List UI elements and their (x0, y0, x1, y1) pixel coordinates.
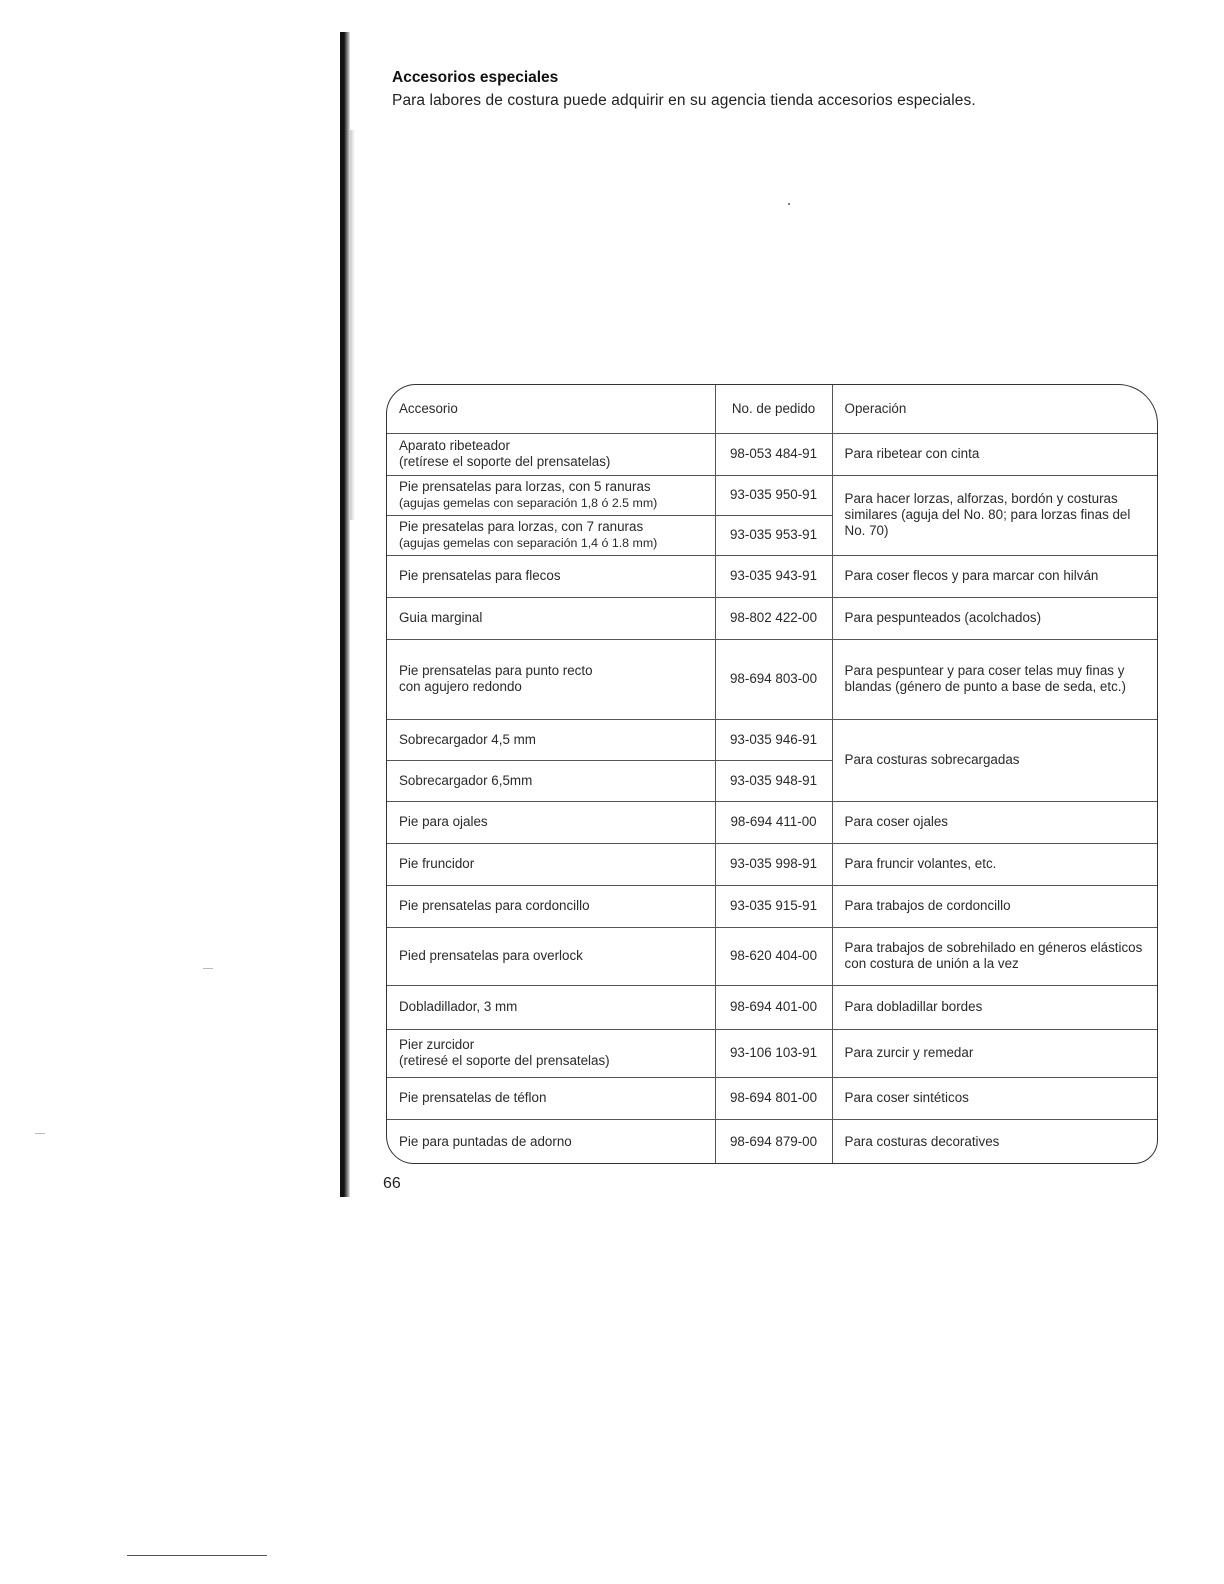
accessory-name: Pie prensatelas para lorzas, con 5 ranuras (399, 479, 651, 494)
operation-cell: Para coser sintéticos (832, 1077, 1157, 1119)
order-no-cell: 98-694 803-00 (715, 639, 832, 719)
table-row (387, 927, 1157, 985)
table-row (387, 719, 1157, 760)
operation-cell: Para costuras decoratives (832, 1119, 1157, 1164)
accessory-cell (387, 1029, 715, 1077)
accessory-name: Aparato ribeteador (399, 438, 510, 453)
accessory-note: (retiresé el soporte del prensatelas) (399, 1053, 610, 1068)
page-number: 66 (383, 1175, 401, 1192)
accessory-cell: Pie prensatelas para flecos (387, 555, 715, 597)
accessory-cell: Pie para puntadas de adorno (387, 1119, 715, 1164)
order-no-cell: 98-694 801-00 (715, 1077, 832, 1119)
table-row (387, 433, 1157, 475)
table-row (387, 1119, 1157, 1164)
table-row (387, 555, 1157, 597)
order-no-cell: 93-035 998-91 (715, 843, 832, 885)
accessory-cell: Pie para ojales (387, 801, 715, 843)
order-no-cell: 98-694 411-00 (715, 801, 832, 843)
operation-cell: Para fruncir volantes, etc. (832, 843, 1157, 885)
scan-mark (35, 1133, 45, 1134)
operation-cell: Para trabajos de cordoncillo (832, 885, 1157, 927)
order-no-cell: 93-106 103-91 (715, 1029, 832, 1077)
operation-cell: Para dobladillar bordes (832, 985, 1157, 1029)
operation-cell: Para hacer lorzas, alforzas, bordón y costuras similares (aguja del No. 80; para lorzas finas del No. 70) (832, 475, 1157, 555)
order-no-cell: 98-694 879-00 (715, 1119, 832, 1164)
section-heading: Accesorios especiales (392, 69, 559, 86)
accessory-cell: Guia marginal (387, 597, 715, 639)
accessory-cell: Sobrecargador 6,5mm (387, 760, 715, 801)
table-row (387, 1077, 1157, 1119)
order-no-cell: 93-035 915-91 (715, 885, 832, 927)
table-row (387, 801, 1157, 843)
header-accessory: Accesorio (399, 400, 458, 416)
table-row (387, 597, 1157, 639)
accessory-note: (agujas gemelas con separación 1,4 ó 1.8 mm) (399, 536, 658, 550)
binding-shadow (350, 130, 355, 520)
order-no-cell: 93-035 948-91 (715, 760, 832, 801)
operation-cell: Para ribetear con cinta (832, 433, 1157, 475)
accessory-name: Pie prensatelas para punto recto (399, 663, 593, 678)
table-row (387, 475, 1157, 515)
table-row (387, 885, 1157, 927)
order-no-cell: 93-035 953-91 (715, 515, 832, 555)
accessory-cell (387, 475, 715, 515)
scan-speck (788, 203, 790, 205)
page-binding-edge (340, 32, 350, 1197)
accessory-cell: Pied prensatelas para overlock (387, 927, 715, 985)
accessory-note: con agujero redondo (399, 679, 522, 694)
operation-cell: Para pespuntear y para coser telas muy finas y blandas (género de punto a base de seda, etc.) (832, 639, 1157, 719)
header-order-no: No. de pedido (715, 385, 832, 433)
order-no-cell: 98-620 404-00 (715, 927, 832, 985)
scan-mark (203, 968, 213, 969)
accessory-name: Pier zurcidor (399, 1037, 475, 1052)
accessory-note: (retírese el soporte del prensatelas) (399, 454, 611, 469)
accessory-cell: Dobladillador, 3 mm (387, 985, 715, 1029)
order-no-cell: 98-802 422-00 (715, 597, 832, 639)
order-no-cell: 93-035 946-91 (715, 719, 832, 760)
accessory-cell (387, 515, 715, 555)
accessory-cell: Sobrecargador 4,5 mm (387, 719, 715, 760)
operation-cell: Para zurcir y remedar (832, 1029, 1157, 1077)
order-no-cell: 93-035 943-91 (715, 555, 832, 597)
order-no-cell: 93-035 950-91 (715, 475, 832, 515)
accessory-note: (agujas gemelas con separación 1,8 ó 2.5 mm) (399, 496, 658, 510)
accessory-cell (387, 433, 715, 475)
bottom-rule (127, 1555, 267, 1556)
operation-cell: Para pespunteados (acolchados) (832, 597, 1157, 639)
table-header-row (387, 385, 1157, 433)
table-row (387, 985, 1157, 1029)
accessory-cell: Pie prensatelas de téflon (387, 1077, 715, 1119)
accessory-cell: Pie prensatelas para cordoncillo (387, 885, 715, 927)
accessories-table (386, 384, 1158, 1164)
accessory-name: Pie presatelas para lorzas, con 7 ranuras (399, 519, 644, 534)
operation-cell: Para coser ojales (832, 801, 1157, 843)
header-operation: Operación (832, 385, 1157, 433)
table-row (387, 843, 1157, 885)
accessory-cell: Pie fruncidor (387, 843, 715, 885)
order-no-cell: 98-053 484-91 (715, 433, 832, 475)
table-row (387, 1029, 1157, 1077)
order-no-cell: 98-694 401-00 (715, 985, 832, 1029)
accessory-cell (387, 639, 715, 719)
operation-cell: Para costuras sobrecargadas (832, 719, 1157, 801)
operation-cell: Para coser flecos y para marcar con hilván (832, 555, 1157, 597)
table-row (387, 639, 1157, 719)
operation-cell: Para trabajos de sobrehilado en géneros elásticos con costura de unión a la vez (832, 927, 1157, 985)
intro-paragraph: Para labores de costura puede adquirir en su agencia tienda accesorios especiales. (392, 92, 976, 109)
